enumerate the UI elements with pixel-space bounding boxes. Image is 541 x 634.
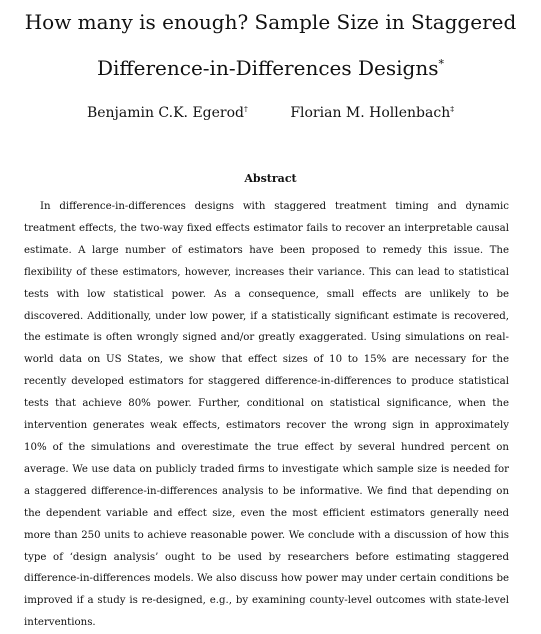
title-footnote-mark: * xyxy=(438,57,444,71)
author-1 xyxy=(87,104,248,122)
paper-title-line-1: How many is enough? Sample Size in Staggered xyxy=(24,10,517,34)
paper-title-line-2 xyxy=(0,56,541,80)
paper-title-line-2-text: Difference-in-Differences Designs xyxy=(97,56,439,80)
author-list xyxy=(0,104,541,122)
abstract-text: In difference-in-differences designs with staggered treatment timing and dynamic treatment effects, the two-way fixed effects estimator fails to recover an interpretable causal estimate. A large number of estimators have been proposed to remedy this issue. The flexibility of these estimators, however, increases their variance. This can lead to statistical tests with low statistical power. As a consequence, small effects are unlikely to be discovered. Additionally, under low power, if a statistically significant estimate is recovered, the estimate is often wrongly signed and/or greatly exaggerated. Using simulations on real-world data on US States, we show that effect sizes of 10 to 15% are necessary for the recently developed estimators for staggered difference-in-differences to produce statistical tests that achieve 80% power. Further, conditional on statistical significance, when the intervention generates weak effects, estimators recover the wrong sign in approximately 10% of the simulations and overestimate the true effect by several hundred percent on average. We use data on publicly traded firms to investigate which sample size is needed for a staggered difference-in-differences analysis to be informative. We find that depending on the dependent variable and effect size, even the most efficient estimators generally need more than 250 units to achieve reasonable power. We conclude with a discussion of how this type of ‘design analysis’ ought to be used by researchers before estimating staggered difference-in-differences models. We also discuss how power may under certain conditions be improved if a study is re-designed, e.g., by examining county-level outcomes with state-level interventions. xyxy=(24,201,509,629)
author-1-name: Benjamin C.K. Egerod xyxy=(86,105,245,121)
author-2-footnote-mark: ‡ xyxy=(450,104,455,114)
author-1-footnote-mark: † xyxy=(244,104,248,114)
author-2-name: Florian M. Hollenbach xyxy=(290,105,451,121)
author-2 xyxy=(290,104,454,122)
abstract-heading: Abstract xyxy=(244,172,297,185)
